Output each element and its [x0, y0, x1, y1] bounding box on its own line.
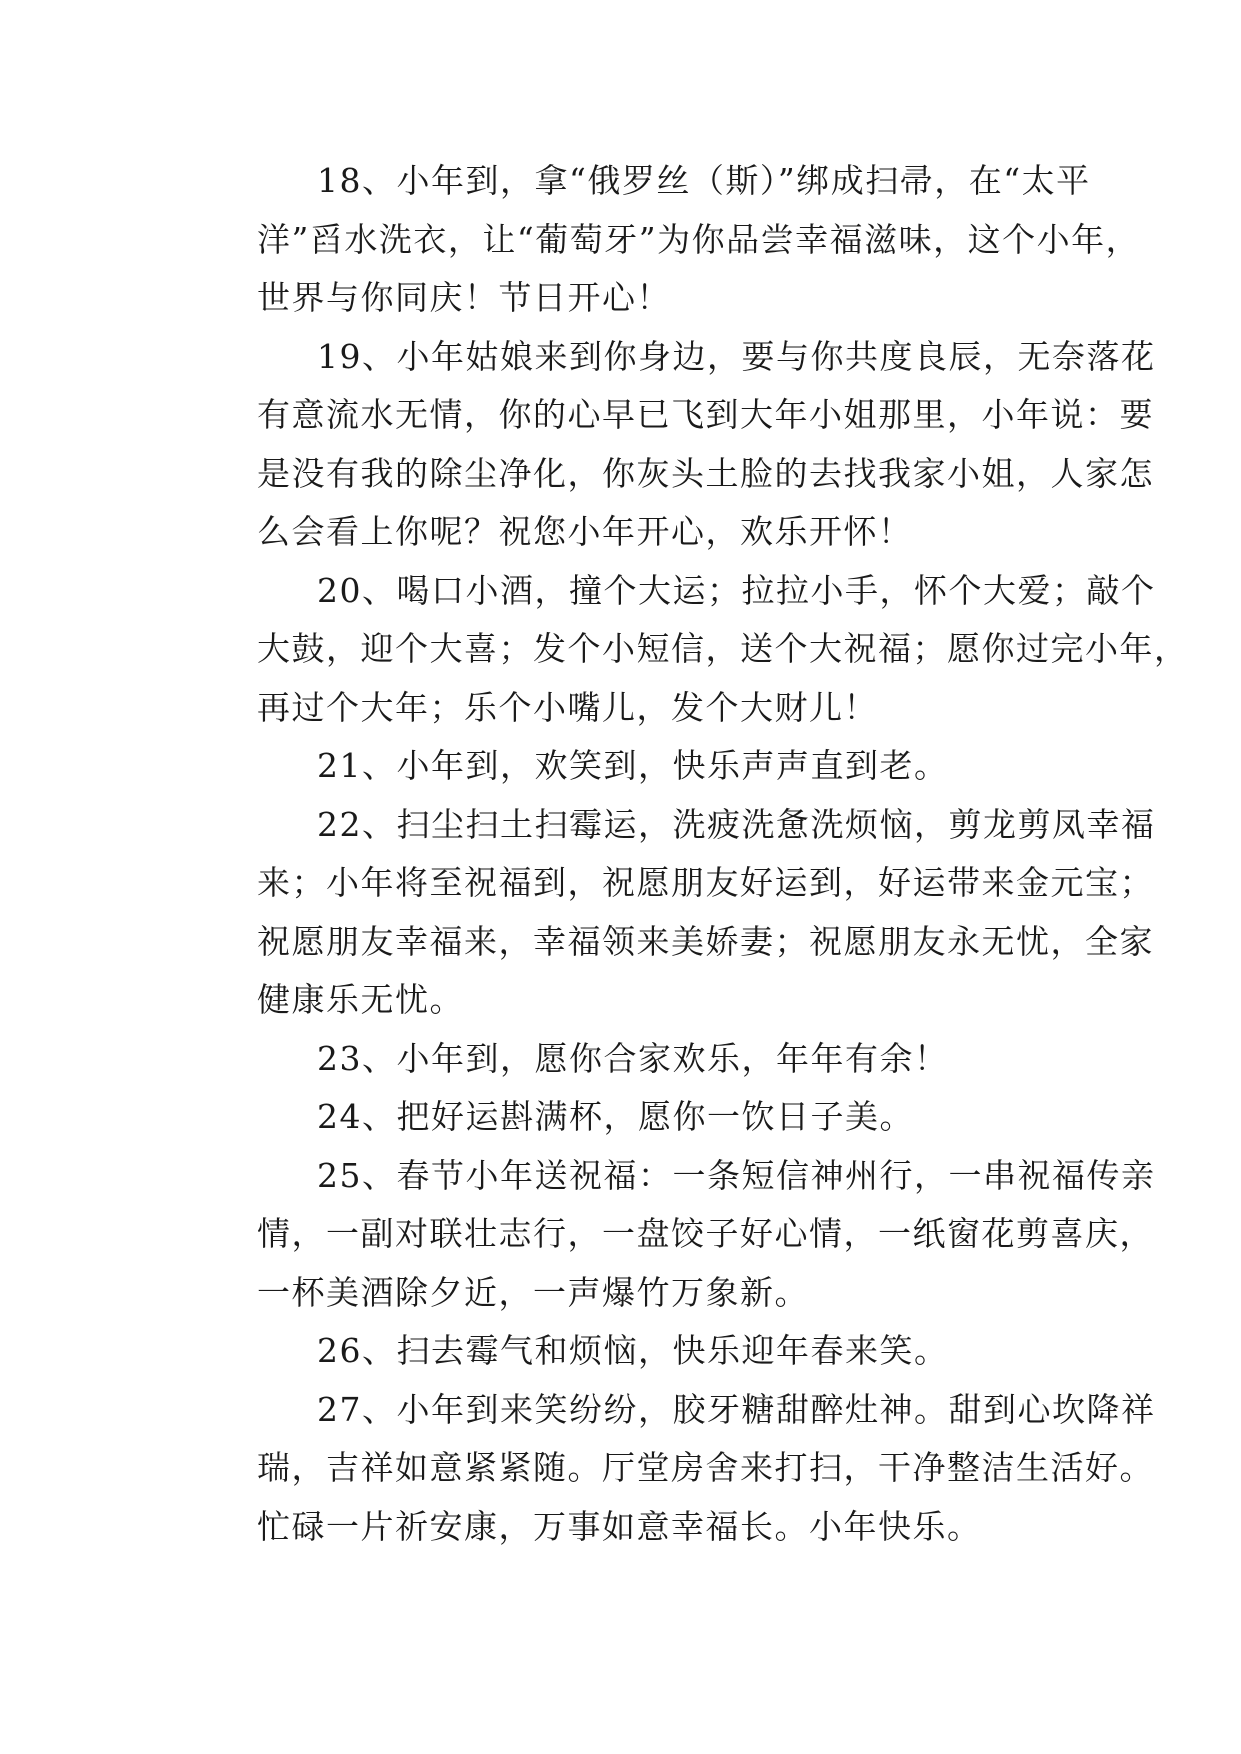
paragraph-line: 大鼓，迎个大喜；发个小短信，送个大祝福；愿你过完小年，: [257, 629, 1189, 668]
paragraph-line: 23、小年到，愿你合家欢乐，年年有余！: [317, 1038, 949, 1078]
paragraph-line: 21、小年到，欢笑到，快乐声声直到老。: [317, 746, 949, 785]
paragraph-22: [191, 796, 1156, 1030]
paragraph-line: 么会看上你呢？祝您小年开心，欢乐开怀！: [257, 512, 913, 551]
paragraph-25: [191, 1147, 1156, 1323]
paragraph-line: 18、小年到，拿“俄罗丝（斯）”绑成扫帚，在“太平: [317, 161, 1091, 200]
document-body: [191, 152, 1189, 1556]
paragraph-line: 情，一副对联壮志行，一盘饺子好心情，一纸窗花剪喜庆，: [257, 1214, 1154, 1253]
paragraph-line: 25、春节小年送祝福：一条短信神州行，一串祝福传亲: [317, 1155, 1156, 1195]
paragraph-line: 27、小年到来笑纷纷，胶牙糖甜醉灶神。甜到心坎降祥: [317, 1389, 1156, 1429]
paragraph-27: [191, 1381, 1156, 1557]
paragraph-line: 祝愿朋友幸福来，幸福领来美娇妻；祝愿朋友永无忧，全家: [257, 921, 1154, 961]
paragraph-26: [191, 1322, 1051, 1381]
paragraph-line: 19、小年姑娘来到你身边，要与你共度良辰，无奈落花: [317, 336, 1156, 376]
paragraph-21: [191, 737, 1051, 796]
paragraph-line: 来；小年将至祝福到，祝愿朋友好运到，好运带来金元宝；: [257, 863, 1154, 902]
paragraph-line: 20、喝口小酒，撞个大运；拉拉小手，怀个大爱；敲个: [317, 570, 1156, 610]
paragraph-line: 26、扫去霉气和烦恼，快乐迎年春来笑。: [317, 1331, 949, 1370]
paragraph-line: 忙碌一片祈安康，万事如意幸福长。小年快乐。: [257, 1506, 982, 1546]
paragraph-19: [191, 328, 1156, 562]
paragraph-18: [191, 152, 1141, 328]
paragraph-23: [191, 1030, 1051, 1089]
paragraph-line: 有意流水无情，你的心早已飞到大年小姐那里，小年说：要: [257, 395, 1154, 434]
paragraph-line: 健康乐无忧。: [257, 980, 464, 1019]
paragraph-line: 瑞，吉祥如意紧紧随。厅堂房舍来打扫，干净整洁生活好。: [257, 1448, 1154, 1487]
paragraph-line: 22、扫尘扫土扫霉运，洗疲洗惫洗烦恼，剪龙剪凤幸福: [317, 804, 1156, 844]
paragraph-line: 是没有我的除尘净化，你灰头土脸的去找我家小姐，人家怎: [257, 453, 1154, 493]
paragraph-line: 一杯美酒除夕近，一声爆竹万象新。: [257, 1272, 809, 1312]
paragraph-line: 世界与你同庆！节日开心！: [257, 278, 671, 317]
paragraph-20: [191, 562, 1189, 738]
paragraph-24: [191, 1088, 1051, 1147]
paragraph-line: 再过个大年；乐个小嘴儿，发个大财儿！: [257, 687, 878, 727]
paragraph-line: 洋”舀水洗衣，让“葡萄牙”为你品尝幸福滋味，这个小年，: [257, 219, 1141, 259]
paragraph-line: 24、把好运斟满杯，愿你一饮日子美。: [317, 1097, 914, 1136]
